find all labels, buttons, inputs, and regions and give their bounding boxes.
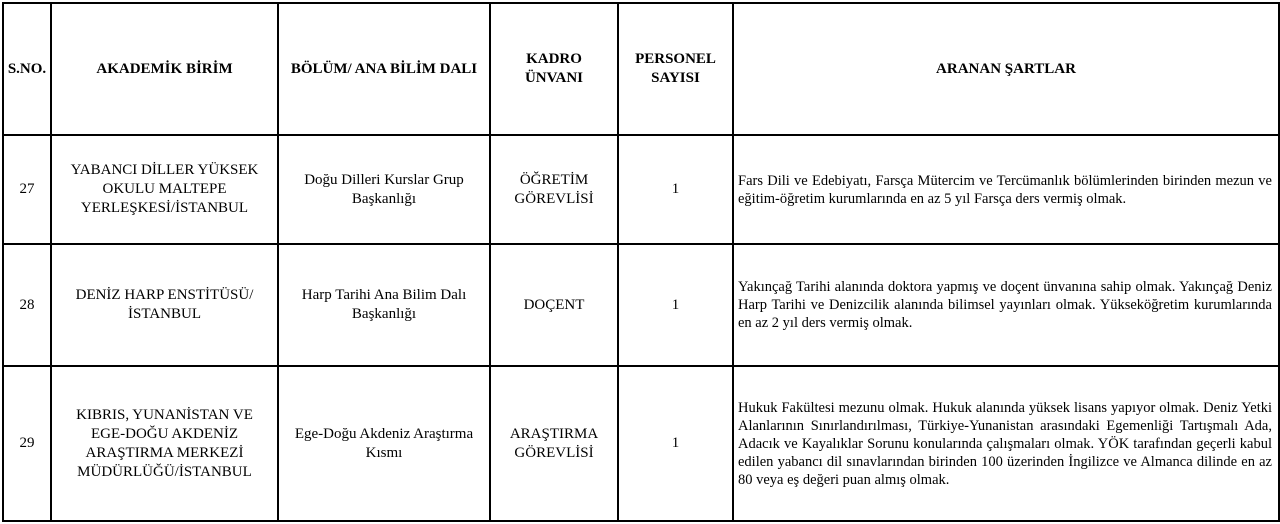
row-staff-count: 1 [618, 366, 733, 521]
row-department: Ege-Doğu Akdeniz Araştırma Kısmı [278, 366, 490, 521]
table-row [3, 366, 1279, 521]
row-sno: 28 [3, 244, 51, 366]
row-staff-count: 1 [618, 244, 733, 366]
row-sno: 27 [3, 135, 51, 244]
row-requirements: Hukuk Fakültesi mezunu olmak. Hukuk alanında yüksek lisans yapıyor olmak. Deniz Yetki Alanlarının Sınırlandırılması, Türkiye-Yunanistan arasındaki Egemenliği Tartışmalı Ada, Adacık ve Kayalıklar Sorunu konularında çalışmaları olmak. YÖK tarafından geçerli kabul edilen yabancı dil sınavlarından birinden 100 üzerinden İngilizce ve Almanca dilinde en az 80 veya eş değeri puan almış olmak. [733, 366, 1279, 521]
row-staff-count: 1 [618, 135, 733, 244]
row-academic-unit: YABANCI DİLLER YÜKSEK OKULU MALTEPE YERLEŞKESİ/İSTANBUL [51, 135, 278, 244]
positions-table [2, 2, 1280, 522]
header-position-title: KADRO ÜNVANI [490, 3, 618, 135]
row-department: Harp Tarihi Ana Bilim Dalı Başkanlığı [278, 244, 490, 366]
header-department: BÖLÜM/ ANA BİLİM DALI [278, 3, 490, 135]
table-row [3, 244, 1279, 366]
header-row [3, 3, 1279, 135]
row-sno: 29 [3, 366, 51, 521]
row-requirements: Yakınçağ Tarihi alanında doktora yapmış ve doçent ünvanına sahip olmak. Yakınçağ Deniz Harp Tarihi ve Denizcilik alanında bilimsel yayınları olmak. Yükseköğretim kurumlarında en az 2 yıl ders vermiş olmak. [733, 244, 1279, 366]
header-academic-unit: AKADEMİK BİRİM [51, 3, 278, 135]
header-staff-count: PERSONEL SAYISI [618, 3, 733, 135]
row-academic-unit: DENİZ HARP ENSTİTÜSÜ/İSTANBUL [51, 244, 278, 366]
row-position-title: ÖĞRETİM GÖREVLİSİ [490, 135, 618, 244]
header-requirements: ARANAN ŞARTLAR [733, 3, 1279, 135]
row-position-title: ARAŞTIRMA GÖREVLİSİ [490, 366, 618, 521]
row-position-title: DOÇENT [490, 244, 618, 366]
table-row [3, 135, 1279, 244]
row-requirements: Fars Dili ve Edebiyatı, Farsça Mütercim ve Tercümanlık bölümlerinden birinden mezun ve eğitim-öğretim kurumlarında en az 5 yıl Farsça ders vermiş olmak. [733, 135, 1279, 244]
row-academic-unit: KIBRIS, YUNANİSTAN VE EGE-DOĞU AKDENİZ ARAŞTIRMA MERKEZİ MÜDÜRLÜĞÜ/İSTANBUL [51, 366, 278, 521]
header-sno: S.NO. [3, 3, 51, 135]
row-department: Doğu Dilleri Kurslar Grup Başkanlığı [278, 135, 490, 244]
